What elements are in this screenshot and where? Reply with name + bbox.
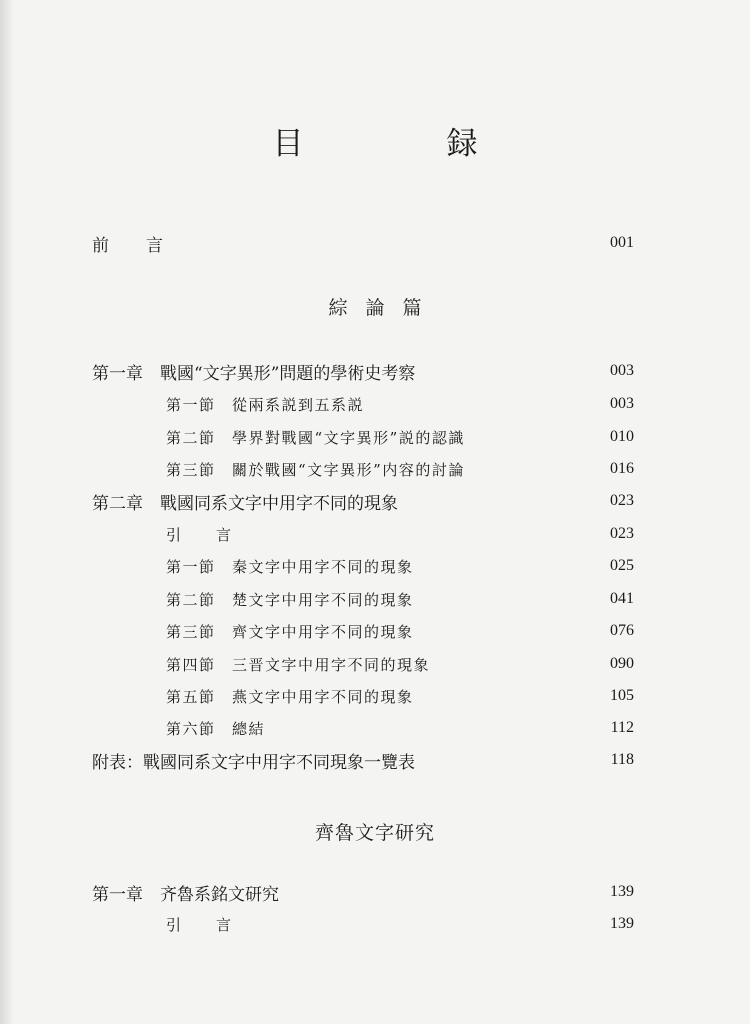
toc-entry-section — [166, 716, 634, 740]
toc-entry-chapter-2 — [92, 489, 634, 513]
toc-label: 第五節 燕文字中用字不同的現象 — [166, 687, 414, 706]
toc-entry-section — [166, 587, 634, 611]
toc-label: 第一章 戰國“文字異形”問題的學術史考察 — [92, 363, 416, 384]
toc-label: 第二節 學界對戰國“文字異形”説的認識 — [166, 428, 465, 447]
toc-entry-section — [166, 425, 634, 449]
toc-entry-qilu-chapter-1 — [92, 880, 634, 904]
toc-page-number: 105 — [610, 687, 634, 704]
toc-page-number: 023 — [610, 492, 634, 509]
toc-entry-section — [166, 554, 634, 578]
toc-page-number: 076 — [610, 622, 634, 639]
toc-label: 前 言 — [92, 235, 173, 256]
toc-entry-section — [166, 457, 634, 481]
toc-label: 第三節 齊文字中用字不同的現象 — [166, 622, 414, 641]
toc-page-number: 139 — [610, 915, 634, 932]
page-title: 目 録 — [272, 126, 534, 162]
toc-label: 附表：戰國同系文字中用字不同現象一覽表 — [92, 752, 415, 773]
section-heading-qilu: 齊魯文字研究 — [314, 822, 435, 844]
toc-entry-preface — [92, 231, 634, 255]
toc-entry-section — [166, 652, 634, 676]
toc-page-number: 139 — [610, 883, 634, 900]
toc-page-number: 118 — [610, 751, 634, 768]
toc-page-number: 003 — [610, 395, 634, 412]
section-heading-general: 綜論篇 — [328, 297, 440, 319]
toc-page-number: 016 — [610, 460, 634, 477]
toc-label: 第六節 總結 — [166, 719, 266, 738]
toc-label: 第一章 齐魯系銘文研究 — [92, 884, 279, 905]
toc-page-number: 023 — [610, 525, 634, 542]
toc-label: 第二章 戰國同系文字中用字不同的現象 — [92, 493, 398, 514]
toc-page-number: 001 — [610, 234, 634, 251]
toc-entry-section — [166, 619, 634, 643]
toc-entry-introduction — [166, 912, 634, 936]
toc-entry-appendix — [92, 748, 634, 772]
toc-label: 第四節 三晋文字中用字不同的現象 — [166, 655, 431, 674]
toc-label: 第一節 秦文字中用字不同的現象 — [166, 557, 414, 576]
toc-label: 引 言 — [166, 915, 242, 934]
toc-page-number: 025 — [610, 557, 634, 574]
toc-page-number: 003 — [610, 362, 634, 379]
toc-page-number: 041 — [610, 590, 634, 607]
toc-label: 第三節 關於戰國“文字異形”内容的討論 — [166, 460, 465, 479]
toc-entry-section — [166, 684, 634, 708]
toc-page-number: 112 — [610, 719, 634, 736]
toc-label: 第一節 從兩系説到五系説 — [166, 395, 365, 414]
toc-page-number: 090 — [610, 655, 634, 672]
toc-label: 第二節 楚文字中用字不同的現象 — [166, 590, 414, 609]
toc-label: 引 言 — [166, 525, 242, 544]
toc-page-number: 010 — [610, 428, 634, 445]
toc-entry-section — [166, 392, 634, 416]
toc-entry-introduction — [166, 522, 634, 546]
toc-entry-chapter-1 — [92, 359, 634, 383]
